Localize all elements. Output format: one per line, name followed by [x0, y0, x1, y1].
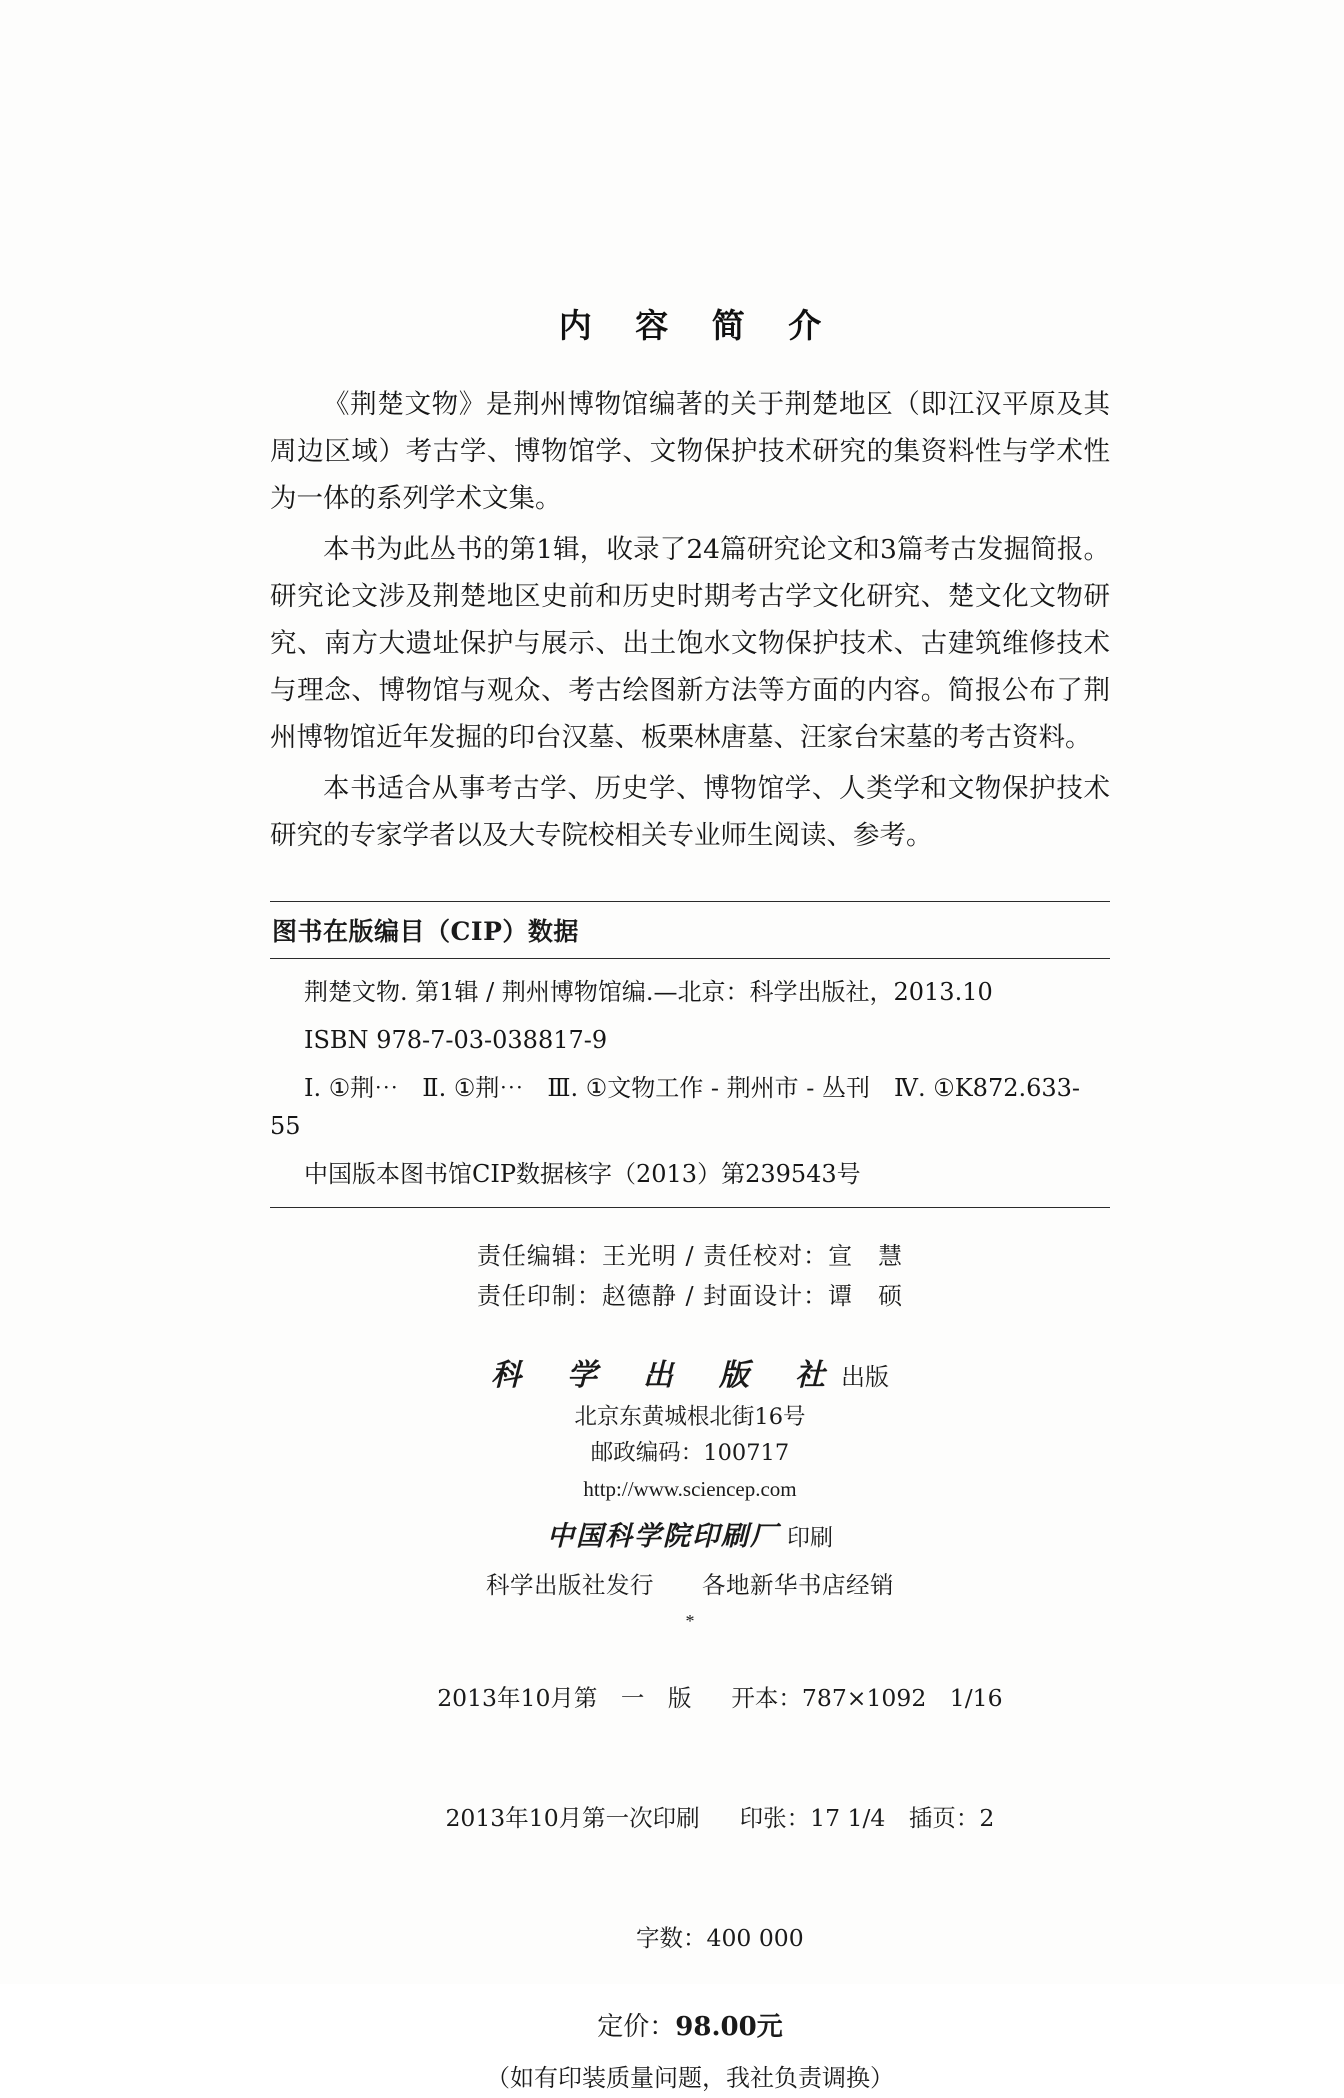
printer-line: [270, 1517, 1110, 1558]
printing-details-section: [270, 1638, 1110, 2098]
cip-line-title: 荆楚文物. 第1辑 / 荆州博物馆编.—北京：科学出版社，2013.10: [304, 978, 993, 1006]
sheets-label: 印张：17 1/4 插页：2: [739, 1804, 995, 1832]
distribution-line: 科学出版社发行 各地新华书店经销: [486, 1571, 894, 1599]
price-label: 定价：: [597, 2012, 676, 2042]
format-label: 开本：787×1092 1/16: [731, 1684, 1003, 1712]
cip-body: [270, 959, 1110, 1207]
publisher-name-line: [270, 1354, 1110, 1399]
printer-name: 中国科学院印刷厂: [547, 1521, 779, 1552]
publisher-address: 北京东黄城根北街16号: [574, 1404, 806, 1430]
separator-asterisk: *: [685, 1611, 695, 1631]
cip-line-registry: 中国版本图书馆CIP数据核字（2013）第239543号: [304, 1160, 861, 1188]
printer-suffix: 印刷: [787, 1525, 833, 1551]
page-title: 内 容 简 介: [558, 306, 838, 345]
cip-section: [270, 901, 1110, 1208]
price-value: 98.00元: [675, 2012, 783, 2042]
cip-line-isbn: ISBN 978-7-03-038817-9: [304, 1026, 608, 1054]
publisher-url[interactable]: http://www.sciencep.com: [583, 1477, 797, 1501]
intro-paragraph-1: 《荆楚文物》是荆州博物馆编著的关于荆楚地区（即江汉平原及其周边区域）考古学、博物馆学、文物保护技术研究的集资料性与学术性为一体的系列学术文集。: [270, 389, 1110, 514]
quality-note: （如有印装质量问题，我社负责调换）: [486, 2064, 894, 2092]
page-content: [270, 300, 1110, 2098]
cip-bottom-rule: [270, 1207, 1110, 1208]
price-row: [270, 2006, 1110, 2048]
publisher-postcode: 邮政编码：100717: [590, 1440, 790, 1466]
words-label: 字数：400 000: [636, 1924, 804, 1952]
credit-line-editor: 责任编辑：王光明 / 责任校对：宣 慧: [476, 1242, 904, 1270]
credits-section: [270, 1236, 1110, 1316]
publisher-name-suffix: 出版: [841, 1363, 889, 1391]
edition-label: 2013年10月第 一 版: [437, 1684, 692, 1712]
intro-paragraph-2: 本书为此丛书的第1辑，收录了24篇研究论文和3篇考古发掘简报。研究论文涉及荆楚地区史前和历史时期考古学文化研究、楚文化文物研究、南方大遗址保护与展示、出土饱水文物保护技术、古建筑维修技术与理念、博物馆与观众、考古绘图新方法等方面的内容。简报公布了荆州博物馆近年发掘的印台汉墓、板栗林唐墓、汪家台宋墓的考古资料。: [270, 534, 1110, 753]
publisher-section: [270, 1354, 1110, 1634]
cip-heading: 图书在版编目（CIP）数据: [272, 917, 579, 946]
detail-row-printing: [270, 1758, 1110, 1878]
printing-label: 2013年10月第一次印刷: [445, 1804, 700, 1832]
introduction-section: [270, 381, 1110, 859]
detail-row-edition: [270, 1638, 1110, 1758]
detail-row-words: [270, 1878, 1110, 1998]
credit-line-production: 责任印制：赵德静 / 封面设计：谭 硕: [476, 1282, 904, 1310]
publisher-name: 科 学 出 版 社: [491, 1358, 833, 1393]
intro-paragraph-3: 本书适合从事考古学、历史学、博物馆学、人类学和文物保护技术研究的专家学者以及大专院校相关专业师生阅读、参考。: [270, 773, 1110, 851]
cip-line-classification: Ⅰ. ①荆⋯ Ⅱ. ①荆⋯ Ⅲ. ①文物工作 - 荆州市 - 丛刊 Ⅳ. ①K872.633-55: [270, 1074, 1081, 1140]
